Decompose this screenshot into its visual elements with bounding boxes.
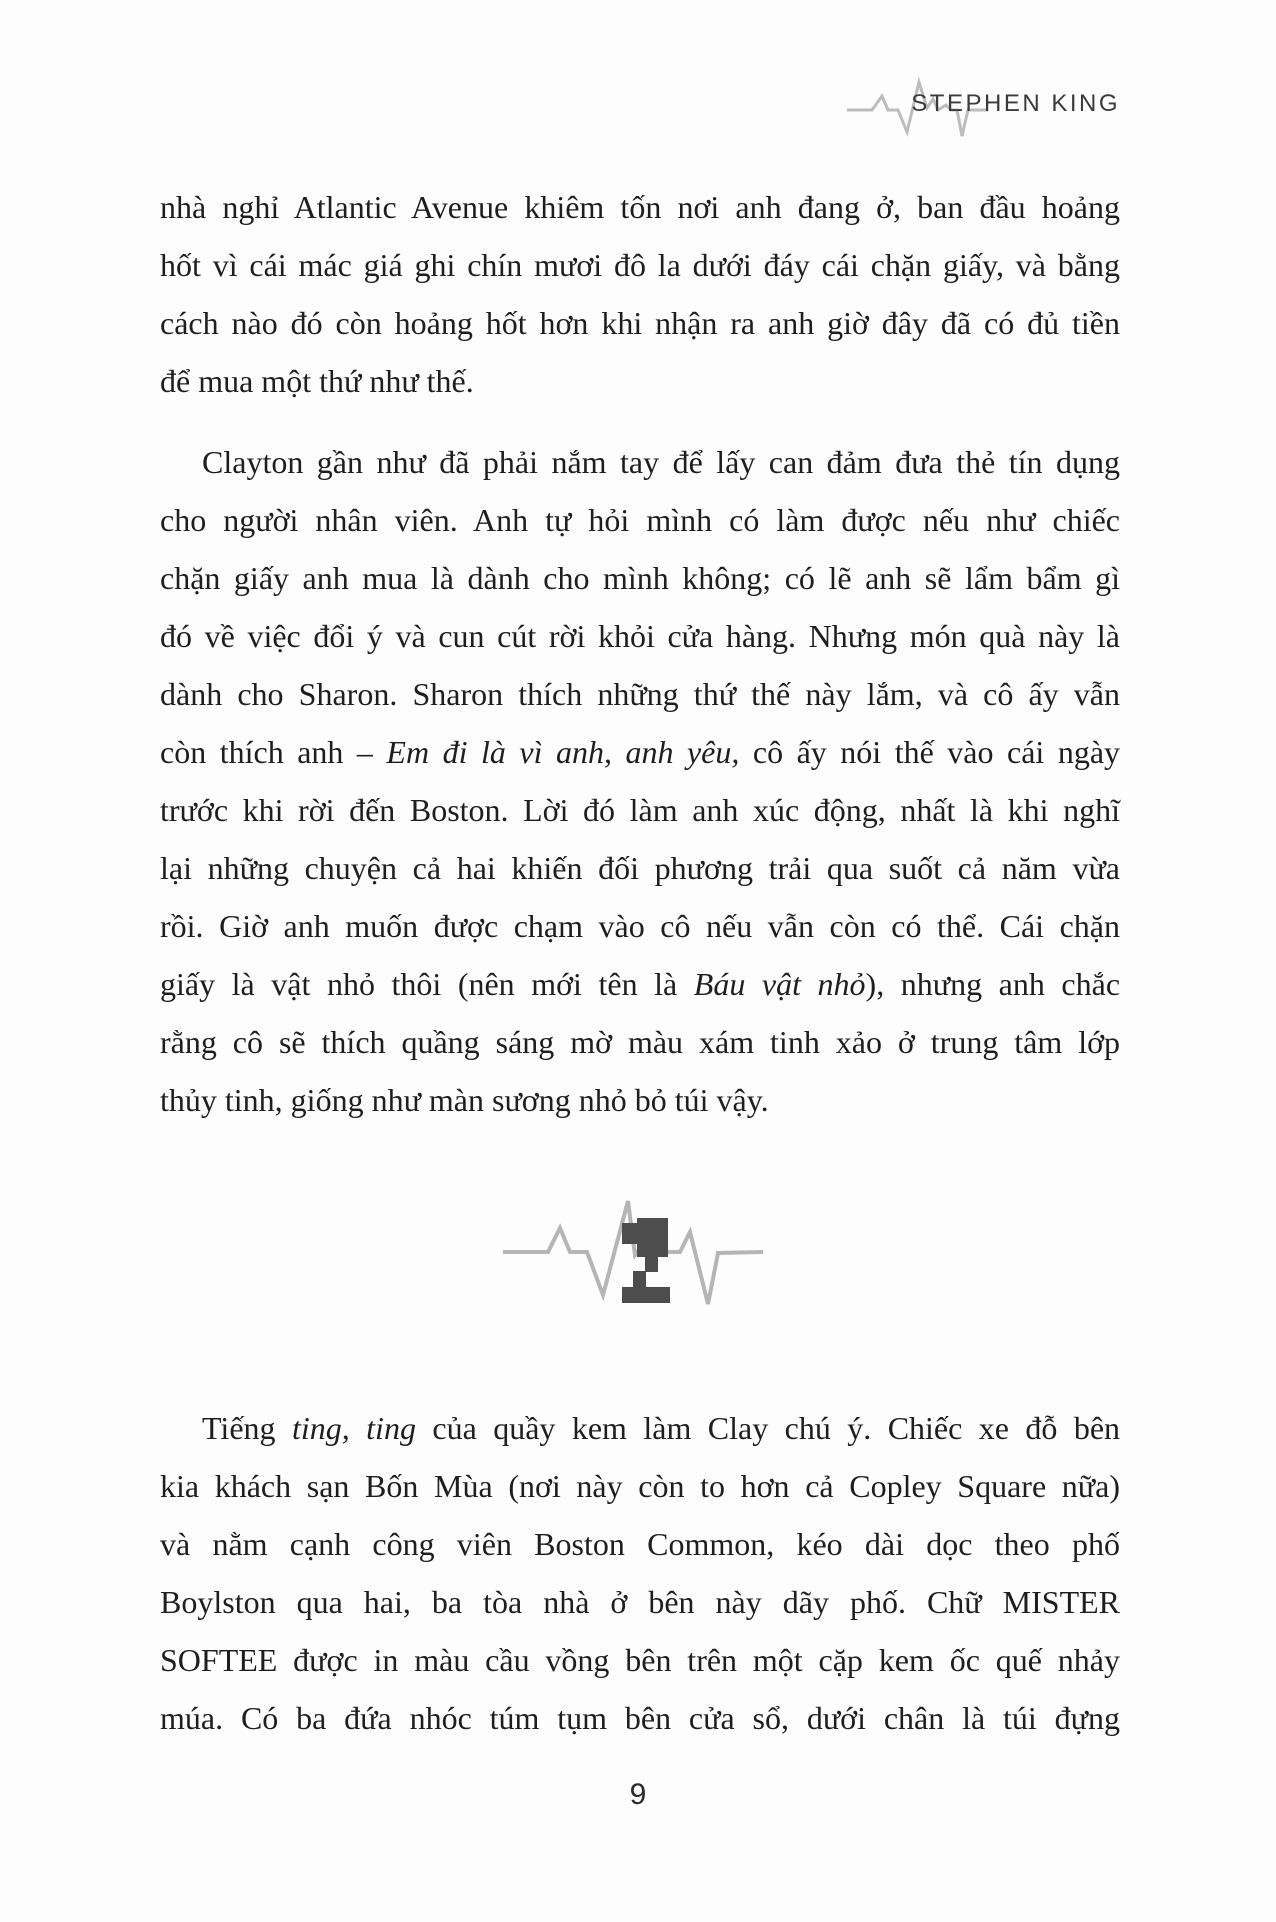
- text-line: [160, 236, 1120, 294]
- text-line: [160, 1013, 1120, 1071]
- body-text: cách nào đó còn hoảng hốt hơn khi nhận ra anh giờ đây đã có đủ tiền: [160, 305, 1120, 341]
- italic-text: ting, ting: [291, 1410, 416, 1446]
- text-line: [160, 1689, 1120, 1747]
- text-line: [160, 665, 1120, 723]
- body-text: và nằm cạnh công viên Boston Common, kéo dài dọc theo phố: [160, 1526, 1120, 1562]
- text-line: [160, 1457, 1120, 1515]
- body-text: giấy là vật nhỏ thôi (nên mới tên là: [160, 966, 694, 1002]
- body-text: còn thích anh –: [160, 734, 387, 770]
- body-text: cho người nhân viên. Anh tự hỏi mình có làm được nếu như chiếc: [160, 502, 1120, 538]
- body-text: rồi. Giờ anh muốn được chạm vào cô nếu vẫn còn có thể. Cái chặn: [160, 908, 1120, 944]
- italic-text: Em đi là vì anh, anh yêu,: [386, 734, 740, 770]
- text-line: [160, 549, 1120, 607]
- text-line: [160, 723, 1120, 781]
- body-text: lại những chuyện cả hai khiến đối phương trải qua suốt cả năm vừa: [160, 850, 1120, 886]
- body-text: dành cho Sharon. Sharon thích những thứ thế này lắm, và cô ấy vẫn: [160, 676, 1120, 712]
- text-line: [160, 433, 1120, 491]
- text-line: [160, 1399, 1120, 1457]
- section-number-glyph: [622, 1218, 670, 1303]
- body-text: rằng cô sẽ thích quầng sáng mờ màu xám tinh xảo ở trung tâm lớp: [160, 1024, 1120, 1060]
- body-text: nhà nghỉ Atlantic Avenue khiêm tốn nơi anh đang ở, ban đầu hoảng: [160, 189, 1120, 225]
- text-line: [160, 1515, 1120, 1573]
- body-text: kia khách sạn Bốn Mùa (nơi này còn to hơn cả Copley Square nữa): [160, 1468, 1120, 1504]
- text-line: [160, 178, 1120, 236]
- body-text: đó về việc đổi ý và cun cút rời khỏi cửa hàng. Nhưng món quà này là: [160, 618, 1120, 654]
- text-line: [160, 607, 1120, 665]
- text-line: [160, 1631, 1120, 1689]
- body-text: ), nhưng anh chắc: [865, 966, 1121, 1002]
- text-line: [160, 1573, 1120, 1631]
- heartbeat-ekg-divider-icon: [503, 1195, 763, 1307]
- text-line: [160, 294, 1120, 352]
- text-line: [160, 781, 1120, 839]
- body-text: hốt vì cái mác giá ghi chín mươi đô la dưới đáy cái chặn giấy, và bằng: [160, 247, 1120, 283]
- text-line: [160, 491, 1120, 549]
- text-line: [160, 1071, 1120, 1129]
- body-text: múa. Có ba đứa nhóc túm tụm bên cửa sổ, dưới chân là túi đựng: [160, 1700, 1120, 1736]
- body-text: chặn giấy anh mua là dành cho mình không; có lẽ anh sẽ lẩm bẩm gì: [160, 560, 1120, 596]
- text-line: [160, 897, 1120, 955]
- italic-text: Báu vật nhỏ: [693, 966, 866, 1002]
- text-line: [160, 839, 1120, 897]
- body-text: trước khi rời đến Boston. Lời đó làm anh xúc động, nhất là khi nghĩ: [160, 792, 1120, 828]
- paragraph: [160, 433, 1120, 1129]
- section-number: [763, 1195, 764, 1196]
- body-text: cô ấy nói thế vào cái ngày: [739, 734, 1121, 770]
- body-text: Boylston qua hai, ba tòa nhà ở bên này dãy phố. Chữ MISTER: [160, 1584, 1120, 1620]
- body-text: của quầy kem làm Clay chú ý. Chiếc xe đỗ bên: [415, 1410, 1121, 1446]
- section-divider: [503, 1195, 763, 1307]
- paragraph: [160, 178, 1120, 410]
- paragraph: [160, 1399, 1120, 1747]
- running-head-author: STEPHEN KING: [911, 90, 1120, 117]
- body-text: thủy tinh, giống như màn sương nhỏ bỏ túi vậy.: [160, 1082, 769, 1118]
- body-text: Clayton gần như đã phải nắm tay để lấy can đảm đưa thẻ tín dụng: [202, 444, 1120, 480]
- body-text: Tiếng: [202, 1410, 292, 1446]
- body-text: SOFTEE được in màu cầu vồng bên trên một cặp kem ốc quế nhảy: [160, 1642, 1120, 1678]
- page-number: 9: [629, 1778, 647, 1811]
- body-text: để mua một thứ như thế.: [160, 363, 474, 399]
- text-line: [160, 955, 1120, 1013]
- text-line: [160, 352, 1120, 410]
